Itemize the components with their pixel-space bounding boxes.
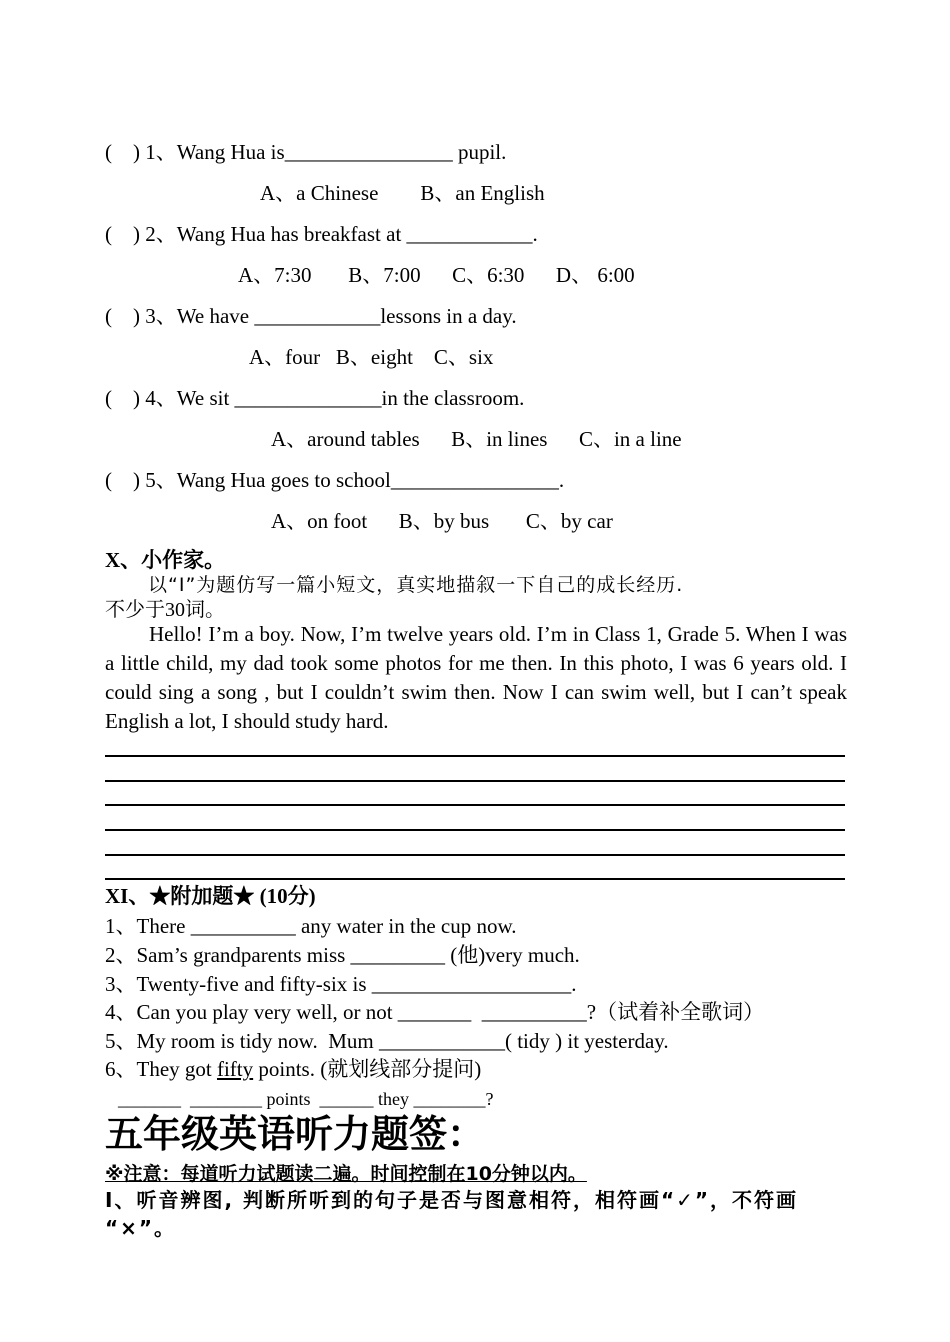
bonus-item-3: 3、Twenty-five and fifty-six is ___________________. (105, 972, 577, 996)
section-x-instruction: 以“I”为题仿写一篇小短文，真实地描叙一下自己的成长经历. (148, 574, 684, 596)
writing-line-2[interactable] (105, 780, 845, 782)
writing-line-4[interactable] (105, 829, 845, 831)
bonus-item-6-before: 6、They got (105, 1057, 217, 1081)
writing-line-1[interactable] (105, 755, 845, 757)
question-4-options: A、around tables B、in lines C、in a line (271, 427, 682, 451)
question-3-stem: ( ) 3、We have ____________lessons in a day. (105, 304, 517, 328)
question-1-options: A、a Chinese B、an English (260, 181, 545, 205)
bonus-item-6-underlined: fifty (216, 1057, 254, 1081)
bonus-item-2: 2、Sam’s grandparents miss _________ (他)very much. (105, 943, 580, 967)
question-1-stem: ( ) 1、Wang Hua is________________ pupil. (105, 140, 507, 164)
writing-line-5[interactable] (105, 854, 845, 856)
question-2-options: A、7:30 B、7:00 C、6:30 D、 6:00 (238, 263, 635, 287)
listening-section-i-cont: “×”。 (105, 1216, 177, 1240)
bonus-item-4: 4、Can you play very well, or not _______ __________?（试着补全歌词） (105, 1000, 765, 1024)
bonus-item-6-answer: _______ ________ points ______ they ________? (118, 1089, 494, 1109)
writing-line-3[interactable] (105, 804, 845, 806)
listening-note: ※注意：每道听力试题读二遍。时间控制在10分钟以内。 (105, 1163, 587, 1185)
question-5-options: A、on foot B、by bus C、by car (271, 509, 613, 533)
bonus-item-1: 1、There __________ any water in the cup now. (105, 914, 517, 938)
question-2-stem: ( ) 2、Wang Hua has breakfast at ____________. (105, 222, 538, 246)
question-3-options: A、four B、eight C、six (249, 345, 494, 369)
section-x-title: X、小作家。 (105, 548, 226, 572)
listening-section-i: I、听音辨图, 判断所听到的句子是否与图意相符，相符画“✓”，不符画 (105, 1188, 799, 1212)
writing-line-6[interactable] (105, 878, 845, 880)
bonus-item-6 (105, 1056, 481, 1082)
sample-essay: Hello! I’m a boy. Now, I’m twelve years old. I’m in Class 1, Grade 5. When I was a little child, my dad took some photos for me then. In this photo, I was 6 years old. I could sing a song , but I couldn’t swim then. Now I can swim well, but I can’t speak English a lot, I should study hard. (105, 622, 847, 733)
listening-title: 五年级英语听力题签： (105, 1112, 486, 1156)
bonus-item-5: 5、My room is tidy now. Mum ____________( tidy ) it yesterday. (105, 1029, 669, 1053)
section-xi-title: XI、★附加题★ (10分) (105, 884, 316, 908)
bonus-item-6-after: points. (就划线部分提问) (253, 1057, 482, 1081)
question-5-stem: ( ) 5、Wang Hua goes to school________________. (105, 468, 565, 492)
section-x-instruction-2: 不少于30词。 (105, 599, 225, 621)
question-4-stem: ( ) 4、We sit ______________in the classroom. (105, 386, 525, 410)
